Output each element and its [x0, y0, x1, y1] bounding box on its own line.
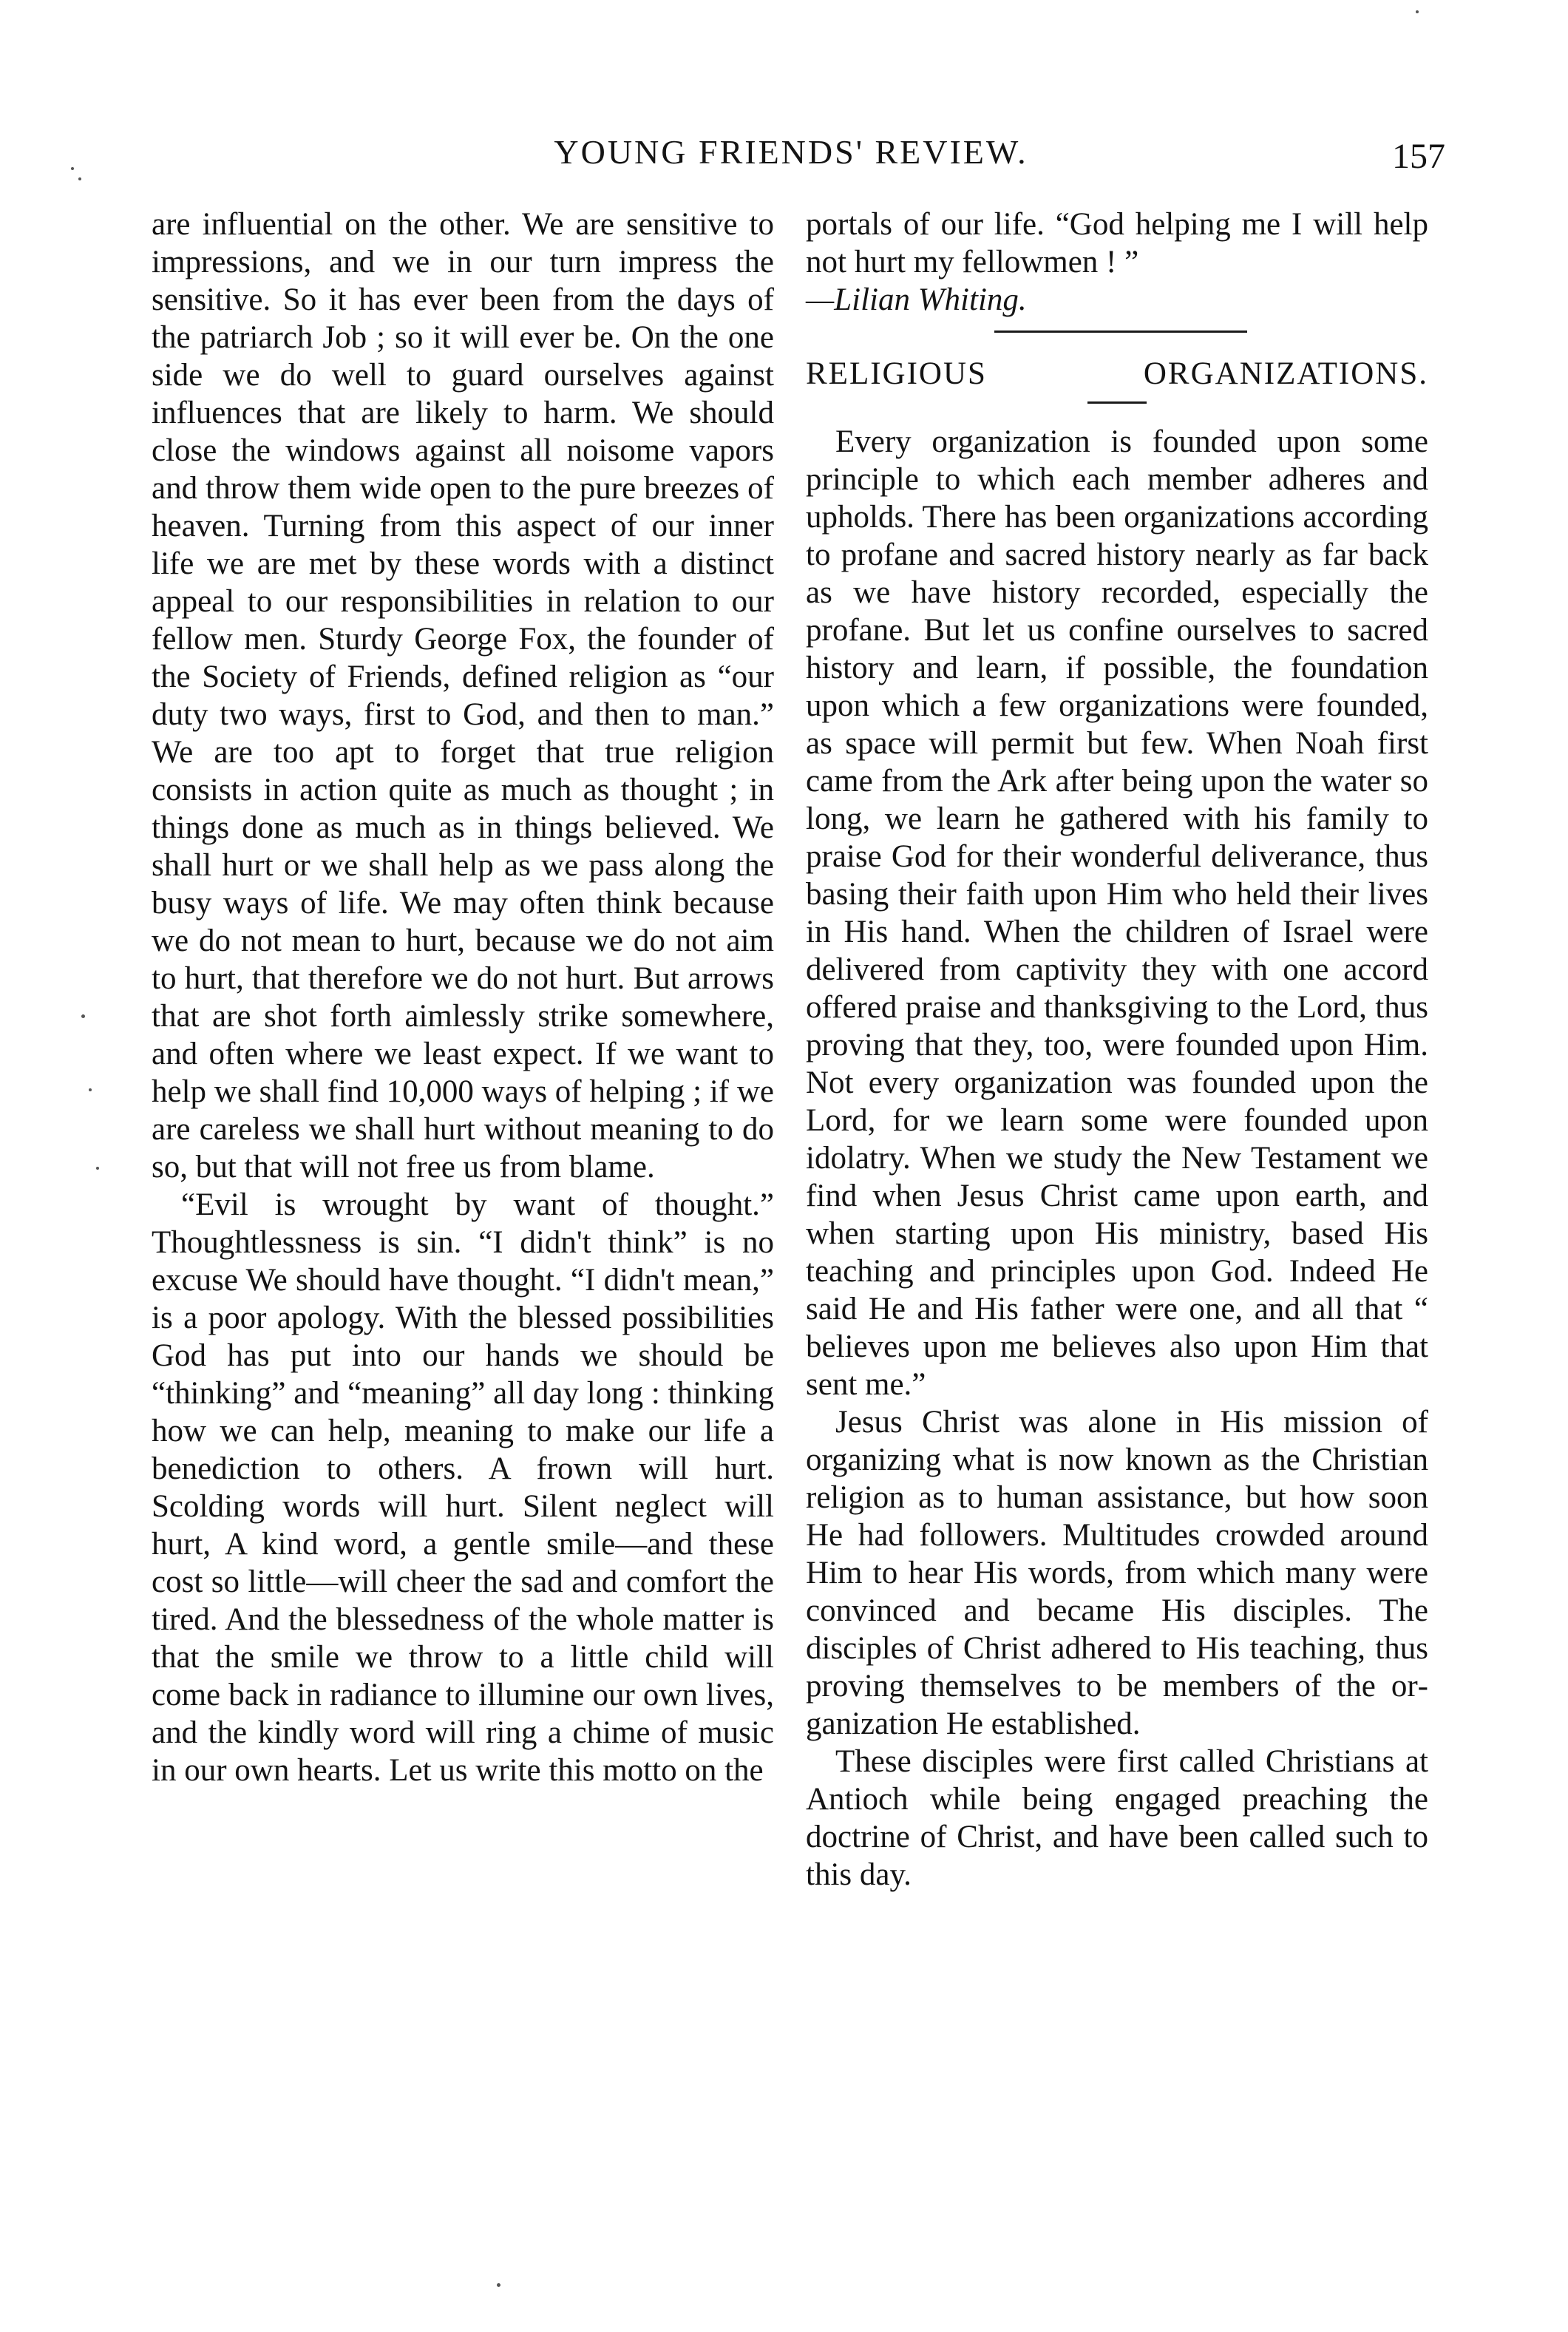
section-title — [806, 355, 1428, 393]
section-title-word-1: RELIGIOUS — [806, 356, 987, 391]
right-column — [806, 206, 1428, 1894]
author-byline: —Lilian Whiting. — [806, 282, 1027, 317]
right-paragraph-1: Every organization is founded upon some principle to which each member adheres and upholds. There has been organizations according to profane and sacred history nearly as far back as we have history recorded, especially the profane. But let us confine ourselves to sacred history and learn, if possible, the foundation upon which a few organizations were founded, as space will permit but few. When Noah first came from the Ark after being upon the water so long, we learn he gathered with his family to praise God for their wonderful deliverance, thus basing their faith upon Him who held their lives in His hand. When the children of Israel were delivered from captivity they with one accord offered praise and thanksgiving to the Lord, thus proving that they, too, were founded upon Him. Not every organization was founded upon the Lord, for we learn some were founded upon idolatry. When we study the New Testament we find when Jesus Christ came upon earth, and when starting upon His ministry, based His teaching and principles upon God. Indeed He said He and His father were one, and all that “ believes upon me believes also upon Him that sent me.” — [806, 424, 1428, 1402]
scan-speck — [1416, 10, 1419, 13]
left-paragraph-1: are influential on the other. We are sensitive to impressions, and we in our turn impress the sensitive. So it has ever been from the days of the patriarch Job ; so it will ever be. On the one side we do well to guard ourselves against influences that are likely to harm. We should close the windows against all noisome vapors and throw them wide open to the pure breezes of heaven. Turning from this aspect of our inner life we are met by these words with a distinct appeal to our responsibilities in relation to our fellow men. Sturdy George Fox, the founder of the Society of Friends, defined religion as “our duty two ways, first to God, and then to man.” We are too apt to forget that true religion consists in action quite as much as thought ; in things done as much as in things believed. We shall hurt or we shall help as we pass along the busy ways of life. We may often think because we do not mean to hurt, because we do not aim to hurt, that therefore we do not hurt. But arrows that are shot forth aimlessly strike somewhere, and often where we least expect. If we want to help we shall find 10,000 ways of helping ; if we are careless we shall hurt without meaning to do so, but that will not free us from blame. — [152, 207, 774, 1184]
section-divider-rule — [994, 331, 1247, 333]
scan-speck — [71, 167, 74, 170]
scan-speck — [497, 2283, 500, 2287]
scan-speck — [78, 177, 81, 180]
running-header: YOUNG FRIENDS' REVIEW. — [554, 133, 1028, 171]
left-column — [152, 206, 774, 1789]
scan-speck — [81, 1014, 85, 1018]
page-number: 157 — [1392, 137, 1445, 176]
section-title-word-2: ORGANIZATIONS. — [1143, 356, 1428, 391]
right-paragraph-3: These disciples were first called Christians at Antioch while being engaged preaching the doctrine of Christ, and have been called such to this day. — [806, 1744, 1428, 1892]
title-underline-rule — [1087, 401, 1147, 404]
scan-speck — [96, 1167, 99, 1170]
right-paragraph-2: Jesus Christ was alone in His mission of organizing what is now known as the Christian religion as to human assistance, but how soon He had followers. Multitudes crowded around Him to hear His words, from which many were convinced and became His disciples. The disciples of Christ adhered to His teaching, thus proving themselves to be members of the organization He established. — [806, 1405, 1428, 1741]
scan-speck — [89, 1088, 92, 1091]
left-paragraph-2: “Evil is wrought by want of thought.” Thoughtlessness is sin. “I didn't think” is no excuse We should have thought. “I didn't mean,” is a poor apology. With the blessed possibilities God has put into our hands we should be “thinking” and “meaning” all day long : thinking how we can help, meaning to make our life a benediction to others. A frown will hurt. Scolding words will hurt. Silent neglect will hurt, A kind word, a gentle smile—and these cost so little—will cheer the sad and comfort the tired. And the blessedness of the whole matter is that the smile we throw to a little child will come back in radiance to illumine our own lives, and the kindly word will ring a chime of music in our own hearts. Let us write this motto on the — [152, 1187, 774, 1788]
continuation-paragraph: portals of our life. “God helping me I will help not hurt my fellowmen ! ” — [806, 207, 1428, 279]
